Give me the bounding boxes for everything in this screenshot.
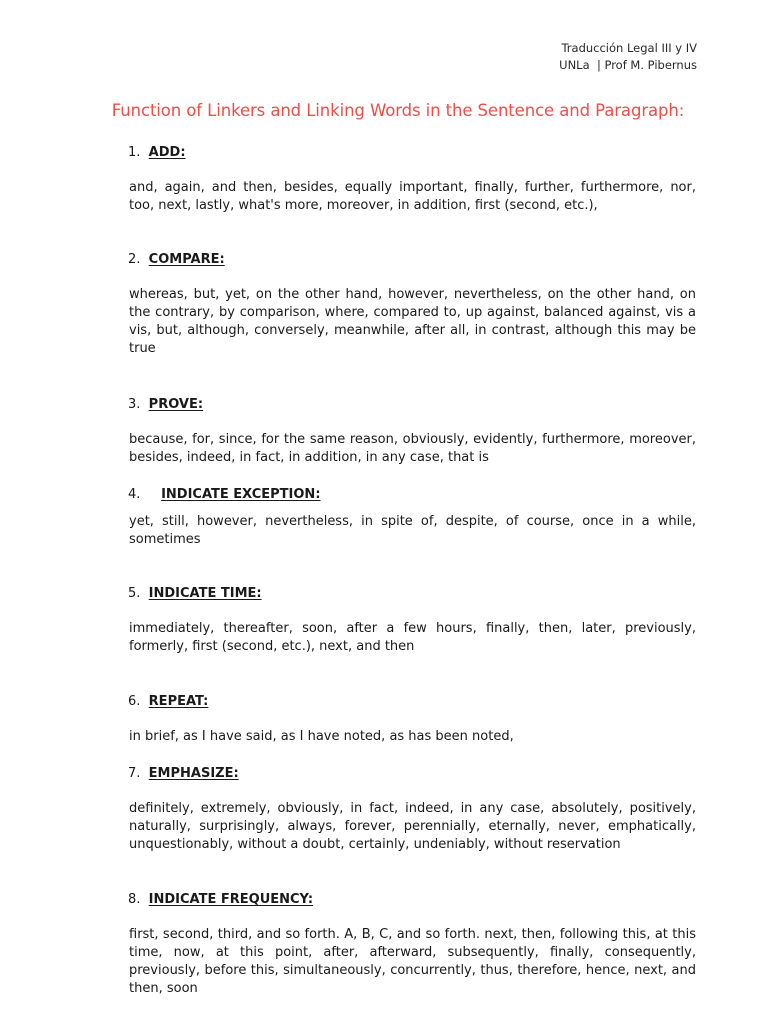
section-number: 6. [128, 694, 141, 709]
section-label: INDICATE FREQUENCY: [148, 892, 314, 907]
header-institution: UNLa | Prof M. Pibernus [559, 58, 697, 72]
section-label: EMPHASIZE: [148, 766, 239, 781]
section-heading [129, 585, 696, 603]
section-label: PROVE: [148, 397, 204, 412]
section-label: COMPARE: [148, 252, 225, 267]
section-heading [129, 251, 696, 269]
section-heading [129, 693, 696, 711]
section-number: 1. [128, 145, 141, 160]
section-indicate-time [129, 585, 696, 656]
section-number: 8. [128, 892, 141, 907]
section-label: INDICATE TIME: [148, 586, 262, 601]
section-heading [129, 765, 696, 783]
section-text: yet, still, however, nevertheless, in spite of, despite, of course, once in a while, sometimes [129, 514, 696, 547]
section-heading [129, 486, 696, 504]
section-text: definitely, extremely, obviously, in fact, indeed, in any case, absolutely, positively, naturally, surprisingly, always, forever, perennially, eternally, never, emphatically, unquestionably, without a doubt, certainly, undeniably, without reservation [129, 801, 696, 852]
section-number: 7. [128, 766, 141, 781]
section-number: 3. [128, 397, 141, 412]
section-number: 5. [128, 586, 141, 601]
section-label: ADD: [148, 145, 186, 160]
section-heading [129, 144, 696, 162]
section-text: in brief, as I have said, as I have noted, as has been noted, [129, 729, 514, 744]
section-number: 4. [128, 487, 141, 502]
section-number: 2. [128, 252, 141, 267]
section-text: immediately, thereafter, soon, after a few hours, finally, then, later, previously, formerly, first (second, etc.), next, and then [129, 621, 696, 654]
section-heading [129, 396, 696, 414]
section-label: REPEAT: [148, 694, 209, 709]
section-add [129, 144, 696, 215]
section-compare [129, 251, 696, 358]
document-header [559, 40, 697, 74]
section-indicate-frequency [129, 891, 696, 998]
section-heading [129, 891, 696, 909]
section-emphasize [129, 765, 696, 854]
section-label: INDICATE EXCEPTION: [161, 487, 321, 502]
section-indicate-exception [129, 486, 696, 549]
section-repeat [129, 693, 696, 746]
section-prove [129, 396, 696, 467]
header-course: Traducción Legal III y IV [561, 41, 697, 55]
section-text: first, second, third, and so forth. A, B, C, and so forth. next, then, following this, at this time, now, at this point, after, afterward, subsequently, finally, consequently, previously, before this, simultaneously, concurrently, thus, therefore, hence, next, and then, soon [129, 927, 696, 996]
page-title: Function of Linkers and Linking Words in the Sentence and Paragraph: [111, 101, 685, 120]
section-text: and, again, and then, besides, equally important, finally, further, furthermore, nor, too, next, lastly, what's more, moreover, in addition, first (second, etc.), [129, 180, 696, 213]
section-text: because, for, since, for the same reason, obviously, evidently, furthermore, moreover, besides, indeed, in fact, in addition, in any case, that is [129, 432, 696, 465]
section-text: whereas, but, yet, on the other hand, however, nevertheless, on the other hand, on the contrary, by comparison, where, compared to, up against, balanced against, vis a vis, but, although, conversely, meanwhile, after all, in contrast, although this may be true [129, 287, 696, 356]
